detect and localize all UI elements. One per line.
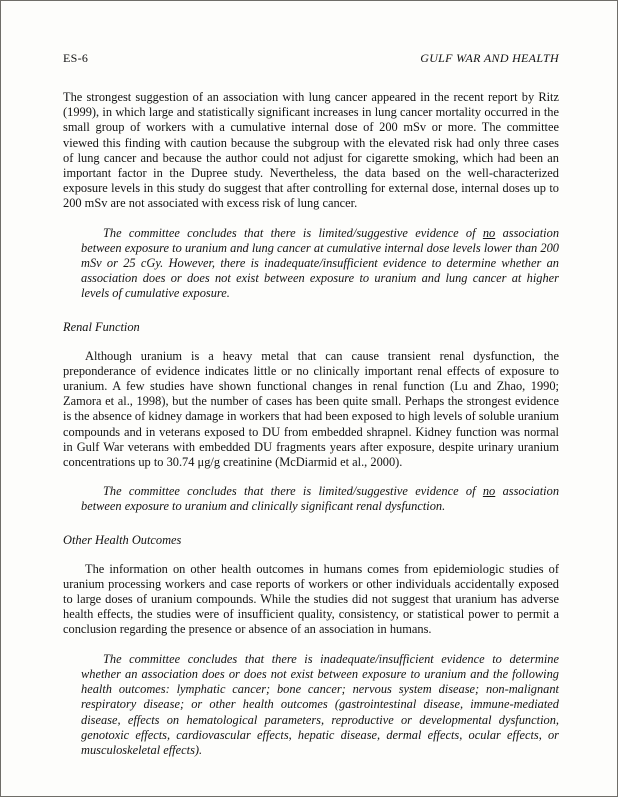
paragraph-other-health-outcomes: The information on other health outcomes in humans comes from epidemiologic studies of uranium processing workers and case reports of workers or other individuals accidentally exposed to large doses of uranium compounds. While the studies did not suggest that uranium has adverse health effects, the studies were of insufficient quality, consistency, or statistical power to permit a conclusion regarding the presence or absence of an association in humans.	[63, 561, 559, 637]
conclusion-lung-cancer-pre: The committee concludes that there is limited/suggestive evidence of	[103, 225, 483, 240]
section-heading-renal-function: Renal Function	[63, 319, 140, 334]
conclusion-renal-post: association between exposure to uranium and clinically significant renal dysfunction.	[81, 484, 560, 514]
page-number: ES-6	[63, 51, 89, 65]
conclusion-lung-cancer-post: association between exposure to uranium and lung cancer at cumulative internal dose levels lower than 200 mSv or 25 cGy. However, there is inadequate/insufficient evidence to determine whether an association does or does not exist between exposure to uranium and lung cancer at higher levels of cumulative exposure.	[81, 225, 560, 301]
conclusion-other-health-outcomes: The committee concludes that there is inadequate/insufficient evidence to determine whether an association does or does not exist between exposure to uranium and the following health outcomes: lymphatic cancer; bone cancer; nervous system disease; non-malignant respiratory disease; or other health outcomes (gastrointestinal disease, immune-mediated disease, effects on hematological parameters, reproductive or developmental dysfunction, genotoxic effects, cardiovascular effects, hepatic disease, dermal effects, ocular effects, or musculoskeletal effects).	[81, 651, 559, 757]
conclusion-renal-underlined: no	[482, 484, 496, 499]
conclusion-lung-cancer-underlined: no	[482, 225, 496, 240]
conclusion-renal-function	[81, 484, 559, 514]
running-header	[63, 51, 559, 66]
conclusion-renal-pre: The committee concludes that there is limited/suggestive evidence of	[103, 484, 483, 499]
page-content	[63, 51, 559, 772]
section-heading-other-health-outcomes: Other Health Outcomes	[63, 532, 182, 547]
running-title: GULF WAR AND HEALTH	[420, 51, 559, 65]
paragraph-renal-function: Although uranium is a heavy metal that can cause transient renal dysfunction, the preponderance of evidence indicates little or no clinically important renal effects of exposure to uranium. A few studies have shown functional changes in renal function (Lu and Zhao, 1990; Zamora et al., 1998), but the number of cases has been quite small. Perhaps the strongest evidence is the absence of kidney damage in workers that had been exposed to high levels of soluble uranium compounds and in veterans exposed to DU from embedded shrapnel. Kidney function was normal in Gulf War veterans with embedded DU fragments years after exposure, despite urinary uranium concentrations up to 30.74 μg/g creatinine (McDiarmid et al., 2000).	[63, 348, 559, 470]
paragraph-lung-cancer: The strongest suggestion of an association with lung cancer appeared in the recent report by Ritz (1999), in which large and statistically significant increases in lung cancer mortality occurred in the small group of workers with a cumulative internal dose of 200 mSv or more. The committee viewed this finding with caution because the subgroup with the elevated risk had only three cases of lung cancer and because the author could not adjust for cigarette smoking, which had been an important factor in the Dupree study. Nevertheless, the data based on the well-characterized exposure levels in this study do suggest that after controlling for external dose, internal doses up to 200 mSv are not associated with excess risk of lung cancer.	[63, 90, 559, 211]
conclusion-lung-cancer	[81, 226, 559, 302]
